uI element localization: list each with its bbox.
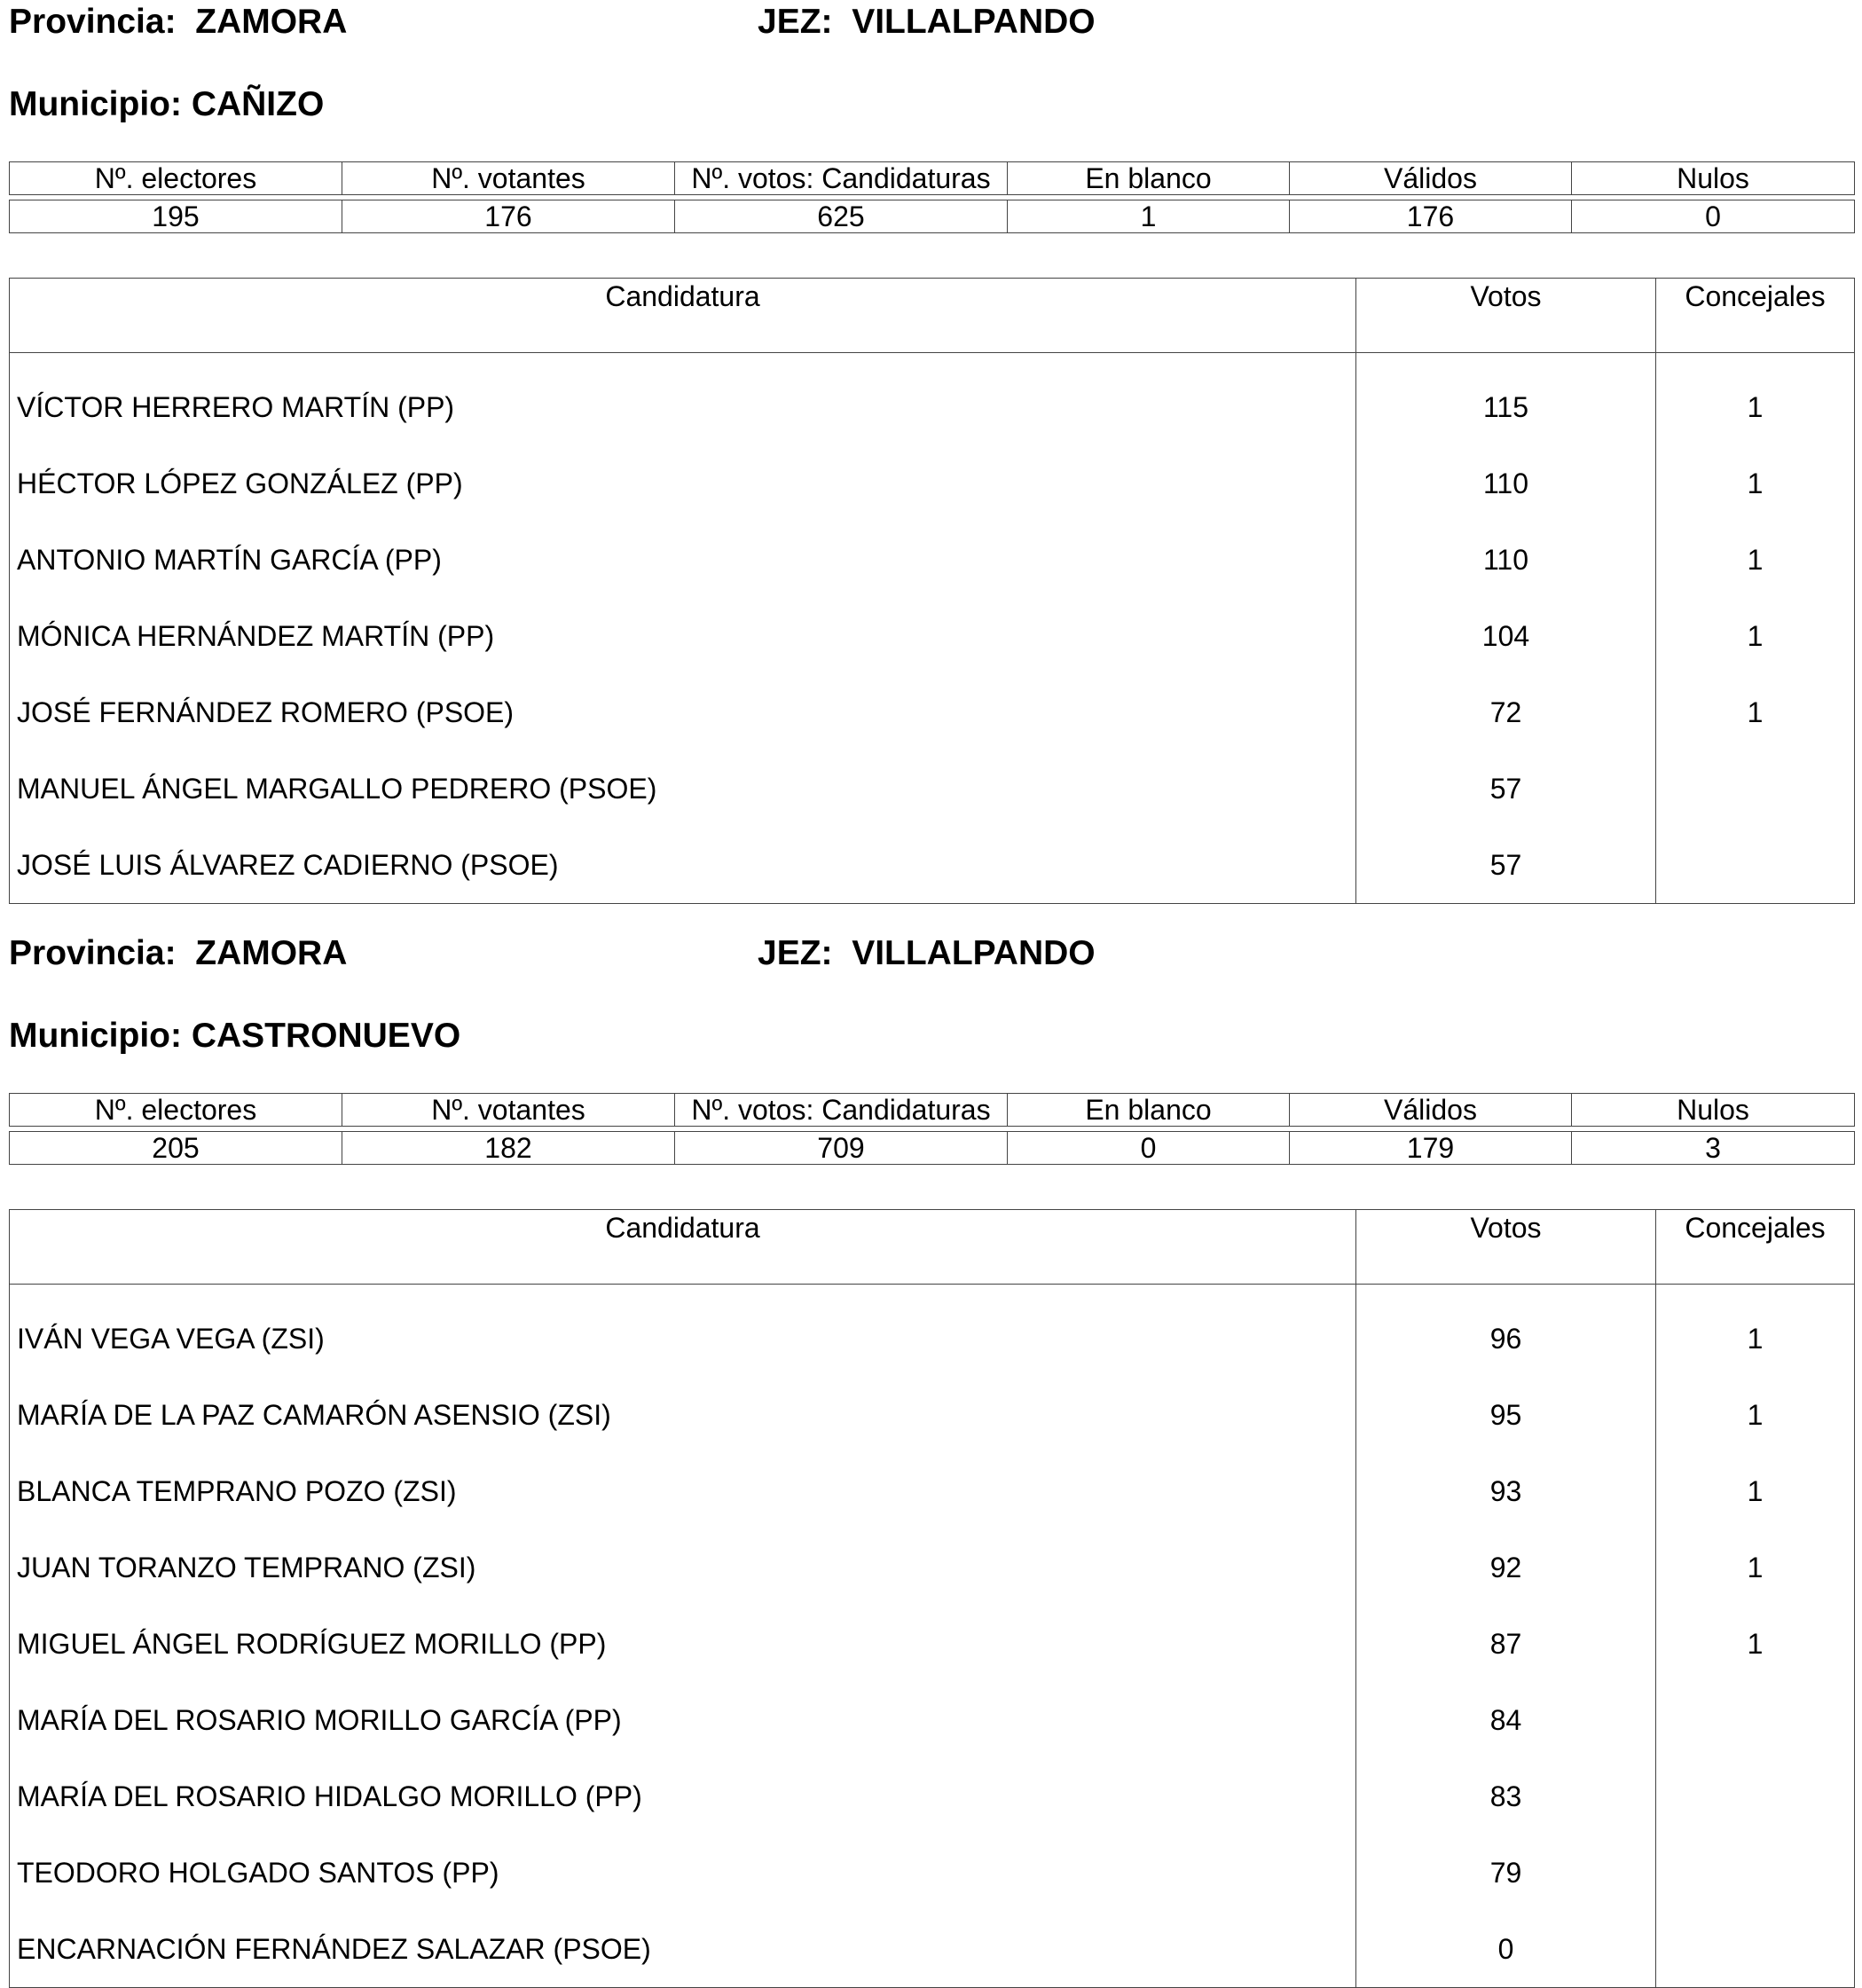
jez-label: JEZ: — [758, 3, 833, 41]
summary-value-nulos: 3 — [1572, 1132, 1855, 1165]
jez-value: VILLALPANDO — [852, 3, 1096, 41]
candidate-votos: 57 — [1356, 827, 1656, 904]
summary-header-nulos: Nulos — [1572, 162, 1855, 195]
summary-values-row — [10, 200, 1855, 233]
summary-values-row — [10, 1132, 1855, 1165]
provincia-heading — [9, 2, 347, 43]
provincia-label: Provincia: — [9, 3, 177, 41]
candidate-concejales: 1 — [1656, 1285, 1855, 1378]
jez-value: VILLALPANDO — [852, 934, 1096, 972]
summary-header-nulos: Nulos — [1572, 1094, 1855, 1127]
candidate-name: JUAN TORANZO TEMPRANO (ZSI) — [10, 1529, 1356, 1606]
candidate-concejales: 1 — [1656, 445, 1855, 522]
summary-header-en-blanco: En blanco — [1008, 1094, 1290, 1127]
candidate-name: HÉCTOR LÓPEZ GONZÁLEZ (PP) — [10, 445, 1356, 522]
candidate-concejales: 1 — [1656, 1529, 1855, 1606]
candidate-name: MARÍA DEL ROSARIO HIDALGO MORILLO (PP) — [10, 1758, 1356, 1835]
summary-header-votantes: Nº. votantes — [342, 1094, 675, 1127]
provincia-value: ZAMORA — [195, 934, 348, 972]
municipio-label: Municipio: — [9, 85, 182, 123]
candidate-votos: 110 — [1356, 445, 1656, 522]
summary-value-votantes: 182 — [342, 1132, 675, 1165]
candidate-votos: 0 — [1356, 1911, 1656, 1988]
results-header-concejales: Concejales — [1656, 279, 1855, 353]
results-header-row — [10, 1210, 1855, 1285]
municipio-section-2 — [9, 931, 1854, 1974]
candidate-name: MÓNICA HERNÁNDEZ MARTÍN (PP) — [10, 598, 1356, 674]
municipio-heading — [9, 84, 324, 125]
results-header-concejales: Concejales — [1656, 1210, 1855, 1285]
results-header-votos: Votos — [1356, 279, 1656, 353]
candidate-concejales: 1 — [1656, 1606, 1855, 1682]
candidate-name: IVÁN VEGA VEGA (ZSI) — [10, 1285, 1356, 1378]
candidate-name: TEODORO HOLGADO SANTOS (PP) — [10, 1835, 1356, 1911]
candidate-votos: 87 — [1356, 1606, 1656, 1682]
table-row — [10, 1682, 1855, 1758]
candidate-name: VÍCTOR HERRERO MARTÍN (PP) — [10, 353, 1356, 446]
candidate-votos: 57 — [1356, 750, 1656, 827]
candidate-votos: 84 — [1356, 1682, 1656, 1758]
summary-value-validos: 176 — [1290, 200, 1572, 233]
table-row — [10, 1285, 1855, 1378]
candidate-concejales: 1 — [1656, 1453, 1855, 1529]
summary-header-row — [10, 1094, 1855, 1127]
summary-value-votos-candidaturas: 709 — [675, 1132, 1008, 1165]
candidate-votos: 104 — [1356, 598, 1656, 674]
candidate-name: BLANCA TEMPRANO POZO (ZSI) — [10, 1453, 1356, 1529]
table-row — [10, 1529, 1855, 1606]
candidate-concejales — [1656, 1682, 1855, 1758]
candidate-votos: 110 — [1356, 522, 1656, 598]
candidate-concejales — [1656, 1758, 1855, 1835]
candidate-votos: 115 — [1356, 353, 1656, 446]
summary-value-electores: 195 — [10, 200, 342, 233]
summary-header-votos-candidaturas: Nº. votos: Candidaturas — [675, 162, 1008, 195]
candidate-votos: 93 — [1356, 1453, 1656, 1529]
results-header-candidatura: Candidatura — [10, 279, 1356, 353]
summary-value-en-blanco: 1 — [1008, 200, 1290, 233]
results-header-candidatura: Candidatura — [10, 1210, 1356, 1285]
candidate-concejales — [1656, 1835, 1855, 1911]
results-header-votos: Votos — [1356, 1210, 1656, 1285]
candidate-votos: 72 — [1356, 674, 1656, 750]
candidate-votos: 95 — [1356, 1377, 1656, 1453]
table-row — [10, 1758, 1855, 1835]
summary-table — [9, 1093, 1855, 1127]
summary-header-validos: Válidos — [1290, 1094, 1572, 1127]
summary-value-validos: 179 — [1290, 1132, 1572, 1165]
municipio-value: CASTRONUEVO — [191, 1017, 461, 1055]
table-row — [10, 598, 1855, 674]
summary-header-electores: Nº. electores — [10, 162, 342, 195]
table-row — [10, 445, 1855, 522]
summary-header-votos-candidaturas: Nº. votos: Candidaturas — [675, 1094, 1008, 1127]
jez-label: JEZ: — [758, 934, 833, 972]
table-row — [10, 674, 1855, 750]
table-row — [10, 522, 1855, 598]
candidate-concejales — [1656, 827, 1855, 904]
municipio-label: Municipio: — [9, 1017, 182, 1055]
candidate-name: ANTONIO MARTÍN GARCÍA (PP) — [10, 522, 1356, 598]
summary-table — [9, 161, 1855, 195]
candidate-name: JOSÉ LUIS ÁLVAREZ CADIERNO (PSOE) — [10, 827, 1356, 904]
candidate-concejales: 1 — [1656, 598, 1855, 674]
summary-header-row — [10, 162, 1855, 195]
jez-heading — [758, 933, 1096, 974]
provincia-heading — [9, 933, 347, 974]
candidate-votos: 96 — [1356, 1285, 1656, 1378]
summary-header-electores: Nº. electores — [10, 1094, 342, 1127]
candidate-concejales: 1 — [1656, 522, 1855, 598]
candidate-concejales: 1 — [1656, 674, 1855, 750]
candidate-name: MARÍA DEL ROSARIO MORILLO GARCÍA (PP) — [10, 1682, 1356, 1758]
provincia-label: Provincia: — [9, 934, 177, 972]
table-row — [10, 750, 1855, 827]
municipio-value: CAÑIZO — [191, 85, 325, 123]
jez-heading — [758, 2, 1096, 43]
table-row — [10, 1835, 1855, 1911]
candidate-name: MANUEL ÁNGEL MARGALLO PEDRERO (PSOE) — [10, 750, 1356, 827]
candidate-name: MARÍA DE LA PAZ CAMARÓN ASENSIO (ZSI) — [10, 1377, 1356, 1453]
table-row — [10, 1911, 1855, 1988]
table-row — [10, 1606, 1855, 1682]
table-row — [10, 1453, 1855, 1529]
candidate-concejales: 1 — [1656, 1377, 1855, 1453]
summary-values-table — [9, 200, 1855, 233]
candidate-votos: 83 — [1356, 1758, 1656, 1835]
candidate-name: MIGUEL ÁNGEL RODRÍGUEZ MORILLO (PP) — [10, 1606, 1356, 1682]
candidate-votos: 92 — [1356, 1529, 1656, 1606]
table-row — [10, 1377, 1855, 1453]
summary-value-electores: 205 — [10, 1132, 342, 1165]
results-table — [9, 1209, 1855, 1988]
summary-header-validos: Válidos — [1290, 162, 1572, 195]
candidate-concejales — [1656, 750, 1855, 827]
table-row — [10, 353, 1855, 446]
municipio-heading — [9, 1016, 460, 1057]
summary-header-votantes: Nº. votantes — [342, 162, 675, 195]
table-row — [10, 827, 1855, 904]
provincia-value: ZAMORA — [195, 3, 348, 41]
results-table — [9, 278, 1855, 904]
municipio-section-1 — [9, 0, 1854, 887]
candidate-concejales — [1656, 1911, 1855, 1988]
summary-header-en-blanco: En blanco — [1008, 162, 1290, 195]
candidate-votos: 79 — [1356, 1835, 1656, 1911]
summary-value-votos-candidaturas: 625 — [675, 200, 1008, 233]
candidate-concejales: 1 — [1656, 353, 1855, 446]
candidate-name: JOSÉ FERNÁNDEZ ROMERO (PSOE) — [10, 674, 1356, 750]
results-header-row — [10, 279, 1855, 353]
summary-value-votantes: 176 — [342, 200, 675, 233]
candidate-name: ENCARNACIÓN FERNÁNDEZ SALAZAR (PSOE) — [10, 1911, 1356, 1988]
summary-value-nulos: 0 — [1572, 200, 1855, 233]
summary-values-table — [9, 1131, 1855, 1165]
summary-value-en-blanco: 0 — [1008, 1132, 1290, 1165]
